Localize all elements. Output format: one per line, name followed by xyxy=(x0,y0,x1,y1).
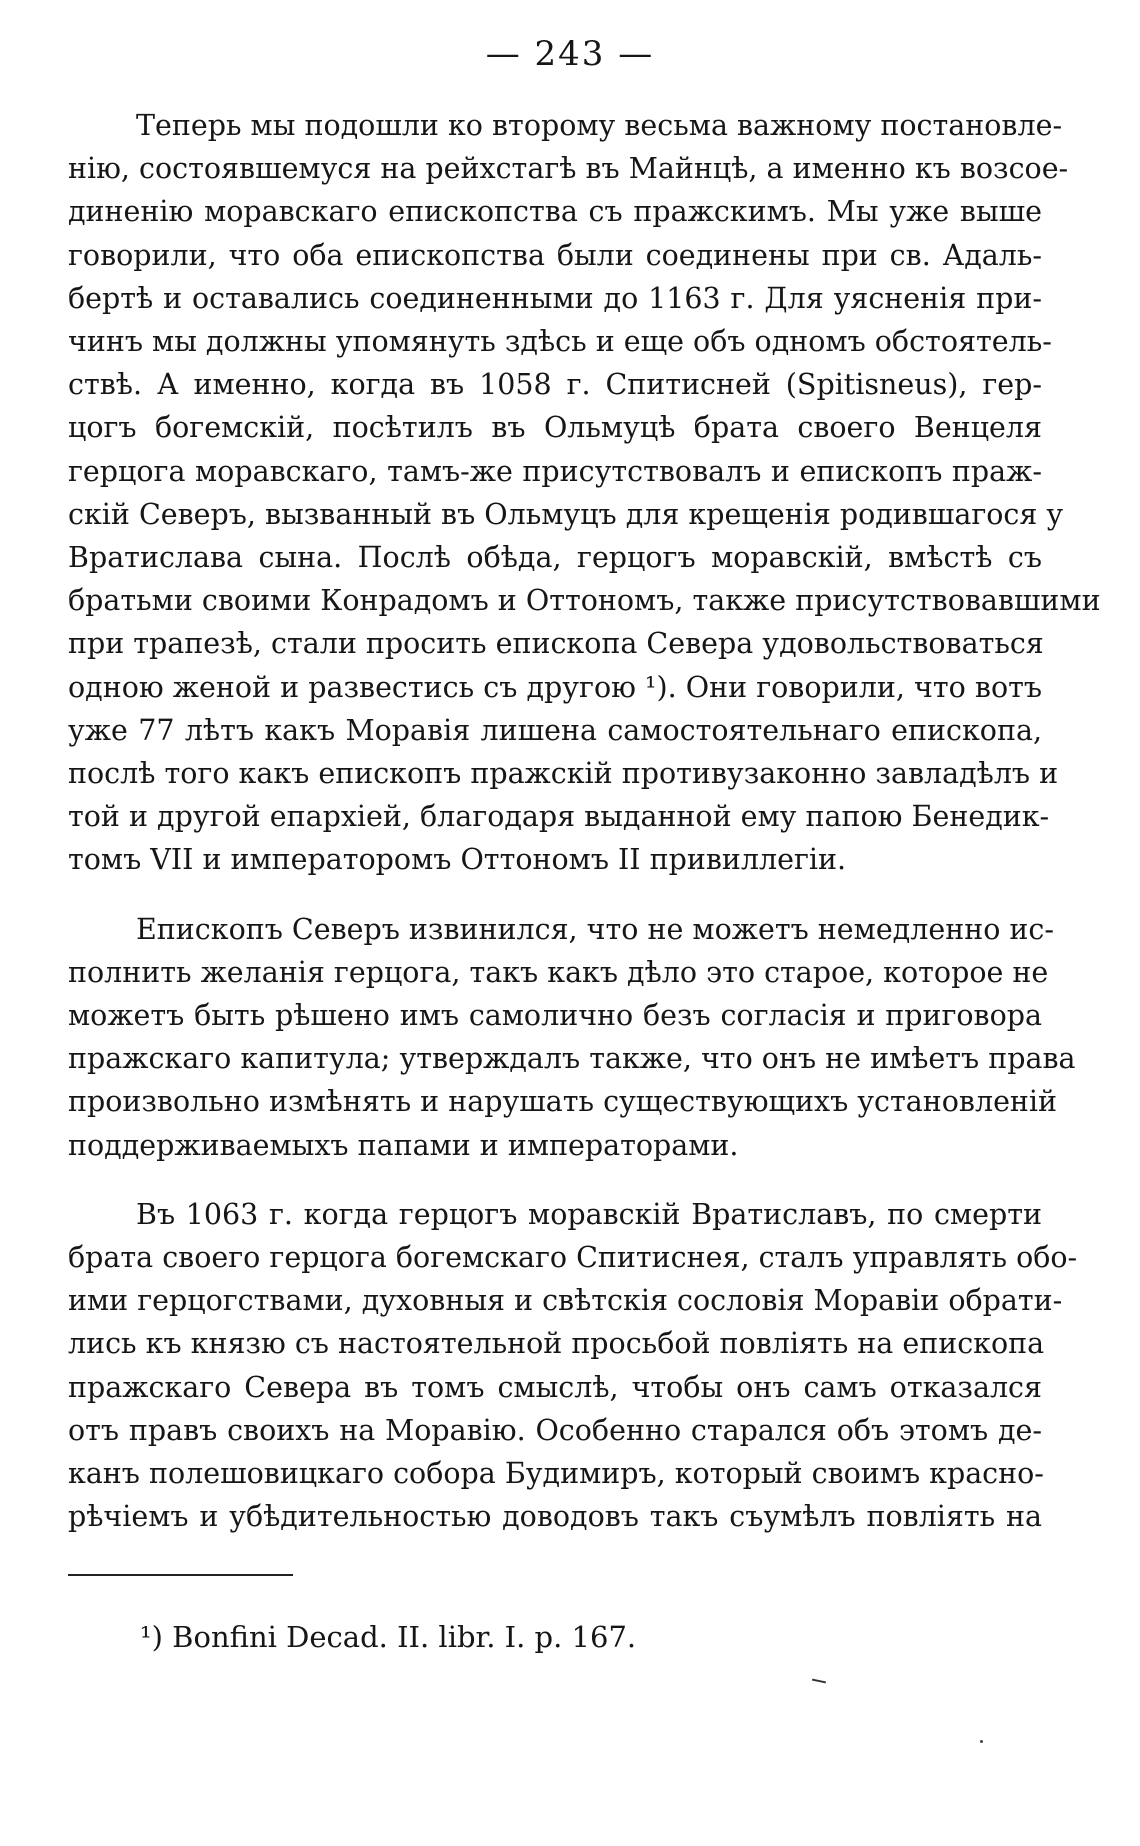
text-line: говорили, что оба епископства были соединены при св. Адаль- xyxy=(68,238,1042,272)
text-line: Вратислава сына. Послѣ обѣда, герцогъ моравскій, вмѣстѣ съ xyxy=(68,541,1042,575)
paragraph-3 xyxy=(68,1193,1078,1539)
text-line-with-footnote-ref: одною женой и развестись съ другою ¹). Они говорили, что вотъ xyxy=(68,670,1042,704)
text-line: полнить желанія герцога, такъ какъ дѣло это старое, которое не xyxy=(68,955,1049,989)
text-line: чинъ мы должны упомянуть здѣсь и еще объ одномъ обстоятель- xyxy=(68,325,1052,359)
text-line: рѣчіемъ и убѣдительностью доводовъ такъ съумѣлъ повліять на xyxy=(68,1500,1042,1534)
scan-speck xyxy=(812,1679,826,1684)
text-line: пражскаго капитула; утверждалъ также, что онъ не имѣетъ права xyxy=(68,1042,1076,1076)
text-line: скій Северъ, вызванный въ Ольмуцъ для крещенія родившагося у xyxy=(68,497,1064,531)
text-line: лись къ князю съ настоятельной просьбой повліять на епископа xyxy=(68,1327,1045,1361)
text-line: нію, состоявшемуся на рейхстагѣ въ Майнцѣ, а именно къ возсое- xyxy=(68,152,1069,186)
scan-speck xyxy=(980,1740,983,1743)
text-line: произвольно измѣнять и нарушать существующихъ установленій xyxy=(68,1085,1058,1119)
text-line: можетъ быть рѣшено имъ самолично безъ согласія и приговора xyxy=(68,999,1042,1033)
text-line: ими герцогствами, духовныя и свѣтскія сословія Моравіи обрати- xyxy=(68,1284,1063,1318)
text-line: поддерживаемыхъ папами и императорами. xyxy=(68,1128,739,1162)
text-line: братьми своими Конрадомъ и Оттономъ, также присутствовавшими xyxy=(68,584,1101,618)
text-line: герцога моравскаго, тамъ-же присутствовалъ и епископъ праж- xyxy=(68,454,1042,488)
text-line: томъ VII и императоромъ Оттономъ II привиллегіи. xyxy=(68,843,847,877)
footnote-marker: ¹) xyxy=(140,1620,163,1654)
footnote-text: Bonfini Decad. II. libr. I. p. 167. xyxy=(172,1620,637,1654)
text-line: уже 77 лѣтъ какъ Моравія лишена самостоятельнаго епископа, xyxy=(68,713,1042,747)
text-line: той и другой епархіей, благодаря выданной ему папою Бенедик- xyxy=(68,800,1050,834)
paragraph-2 xyxy=(68,908,1076,1167)
footnote-divider xyxy=(68,1574,293,1576)
text-line: Теперь мы подошли ко второму весьма важному постановле- xyxy=(136,109,1063,142)
text-line: ствѣ. А именно, когда въ 1058 г. Спитисней (Spitisneus), гер- xyxy=(68,368,1042,402)
text-line: отъ правъ своихъ на Моравію. Особенно старался объ этомъ де- xyxy=(68,1413,1042,1447)
text-line: Епископъ Северъ извинился, что не можетъ немедленно ис- xyxy=(136,912,1054,946)
text-line: пражскаго Севера въ томъ смыслѣ, чтобы онъ самъ отказался xyxy=(68,1370,1042,1404)
text-line: диненію моравскаго епископства съ пражскимъ. Мы уже выше xyxy=(68,195,1042,229)
text-line: цогъ богемскій, посѣтилъ въ Ольмуцѣ брата своего Венцеля xyxy=(68,411,1042,445)
text-line: бертѣ и оставались соединенными до 1163 г. Для уясненія при- xyxy=(68,281,1042,315)
text-line: Въ 1063 г. когда герцогъ моравскій Вратиславъ, по смерти xyxy=(136,1197,1042,1231)
footnote xyxy=(140,1619,636,1655)
text-line: послѣ того какъ епископъ пражскій противузаконно завладѣлъ и xyxy=(68,757,1059,791)
text-line: канъ полешовицкаго собора Будимиръ, который своимъ красно- xyxy=(68,1457,1044,1491)
page-number: — 243 — xyxy=(485,34,655,74)
body-text xyxy=(68,104,1101,1565)
text-line: брата своего герцога богемскаго Спитиснея, сталъ управлять обо- xyxy=(68,1241,1078,1275)
text-line: при трапезѣ, стали просить епископа Севера удовольствоваться xyxy=(68,627,1044,661)
paragraph-1 xyxy=(68,104,1101,882)
